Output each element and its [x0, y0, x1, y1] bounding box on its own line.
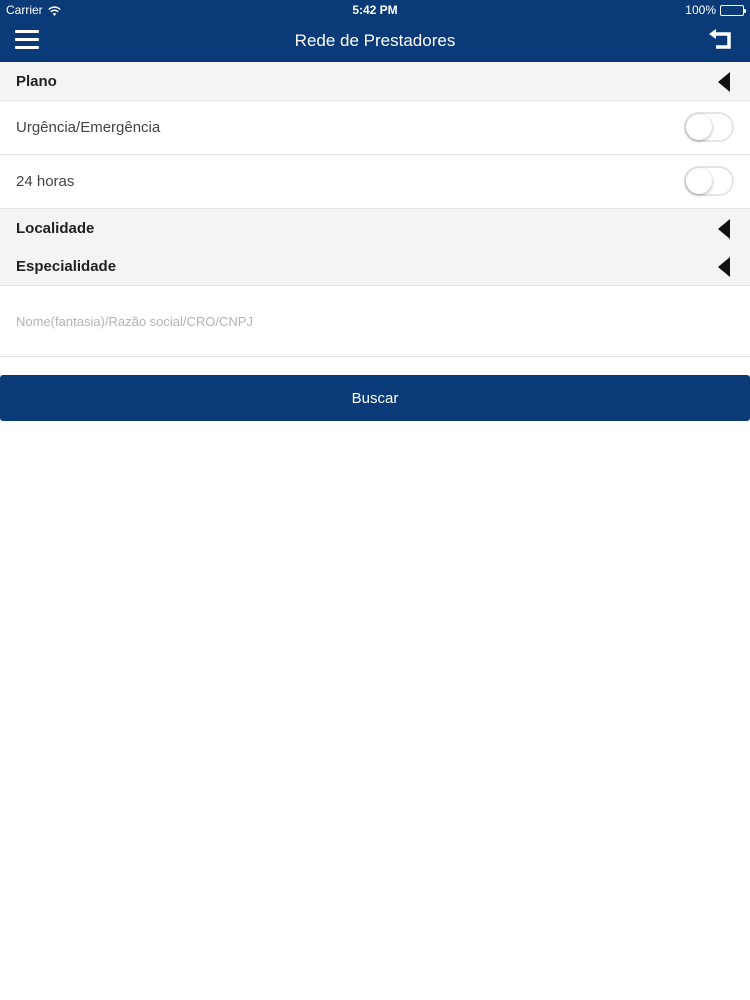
- status-battery: [685, 3, 744, 17]
- battery-percent: 100%: [685, 3, 716, 17]
- navigation-bar: [0, 20, 750, 62]
- 24h-toggle[interactable]: [684, 166, 734, 196]
- buscar-button[interactable]: Buscar: [0, 375, 750, 421]
- disclosure-arrow-icon: [718, 257, 730, 277]
- disclosure-arrow-icon: [718, 72, 730, 92]
- section-plano[interactable]: [0, 62, 750, 101]
- search-input[interactable]: [0, 286, 750, 356]
- return-arrow-icon[interactable]: [709, 28, 735, 52]
- filter-24h-label: 24 horas: [16, 173, 75, 190]
- section-especialidade-label: Especialidade: [16, 258, 117, 275]
- battery-icon: [720, 5, 744, 16]
- page-title: Rede de Prestadores: [294, 31, 456, 50]
- search-row: [0, 286, 750, 357]
- disclosure-arrow-icon: [718, 219, 730, 239]
- status-time: 5:42 PM: [352, 3, 398, 17]
- carrier-label: Carrier: [6, 3, 43, 17]
- section-plano-label: Plano: [16, 73, 57, 90]
- filter-urgencia-label: Urgência/Emergência: [16, 119, 161, 136]
- toggle-knob: [686, 114, 712, 140]
- status-bar: [0, 0, 750, 20]
- urgencia-toggle[interactable]: [684, 112, 734, 142]
- section-especialidade[interactable]: [0, 247, 750, 286]
- filter-24h-row: [0, 155, 750, 209]
- section-localidade[interactable]: [0, 209, 750, 248]
- filter-urgencia-row: [0, 101, 750, 155]
- section-localidade-label: Localidade: [16, 220, 95, 237]
- toggle-knob: [686, 168, 712, 194]
- app-header: [0, 0, 750, 62]
